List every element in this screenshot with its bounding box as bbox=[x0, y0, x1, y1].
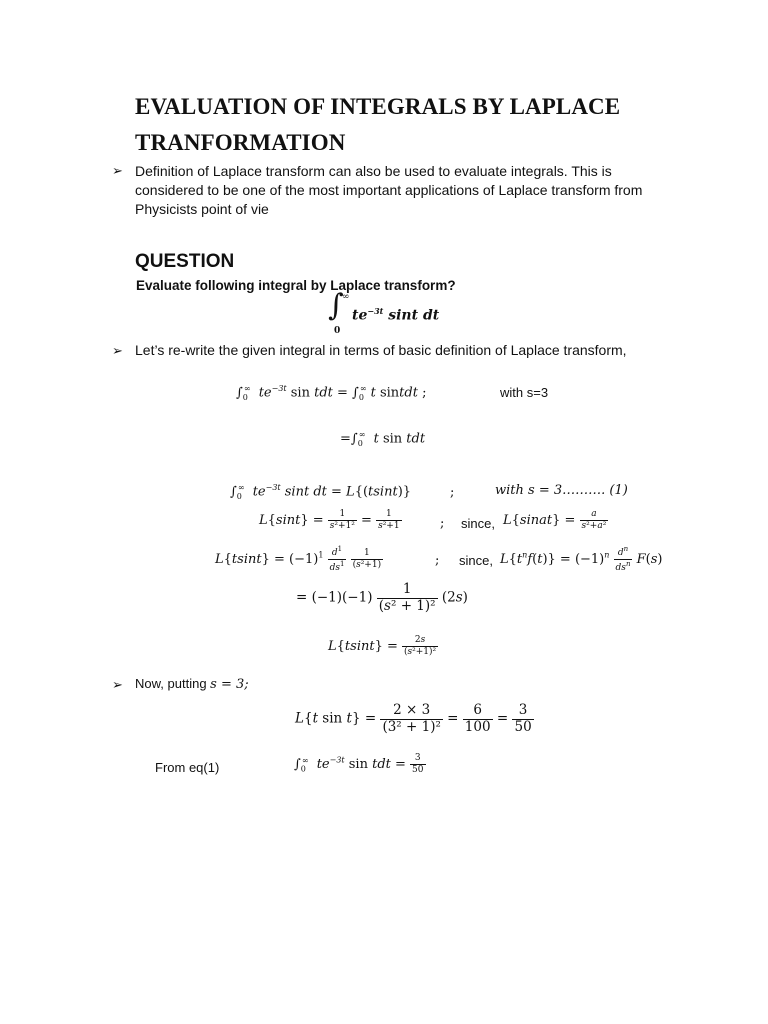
bullet-arrow-icon: ➢ bbox=[112, 343, 123, 358]
equation-1-label: with s = 3………. (1) bbox=[495, 483, 628, 498]
semicolon: ; bbox=[450, 485, 455, 500]
result-denominator: 50 bbox=[412, 765, 424, 775]
integral-sign-icon: ∫ bbox=[328, 288, 344, 323]
document-title-line-1: EVALUATION OF INTEGRALS BY LAPLACE bbox=[135, 94, 621, 119]
document-title-line-2: TRANFORMATION bbox=[135, 130, 346, 155]
putting-expression: s = 3; bbox=[210, 677, 249, 692]
formula-laplace-derivative: $L\{t^nf(t)\} = (-1)^n$ $\frac{d^n}{ds^n}$ F(s) bbox=[500, 545, 663, 573]
equation-laplace-tsint-result: L{tsint} = $\frac{2s}{\text{(s²+1)²}}$ bbox=[328, 635, 437, 657]
equation-substitution: L{t sin t} = $\frac{2 \times 3}{\text{(3² + 1)²}}$ = $\frac{6}{100}$ = $\frac{3}{50}$ bbox=[295, 702, 532, 735]
bullet-arrow-icon: ➢ bbox=[112, 677, 123, 692]
question-integrand: $te^{-3t}$ sint dt bbox=[352, 306, 440, 324]
bullet-arrow-icon: ➢ bbox=[112, 163, 123, 178]
equation-laplace-tsint: $L\{tsint\} = (-1)^1$ $\frac{d^1}{ds^1}$ $\frac{1}{\text{(s²+1)}}$ bbox=[215, 545, 382, 573]
with-s-note: with s=3 bbox=[500, 385, 549, 400]
putting-prefix: Now, putting bbox=[135, 676, 207, 691]
equation-1: $\int_0^\infty$ $te^{-3t}$ sint dt = L{(tsint)} bbox=[230, 483, 412, 501]
equation-laplace-sint: L{sint} = $\frac{1}{\text{s²+1²}}$ = $\frac{1}{\text{s²+1}}$ bbox=[259, 509, 400, 531]
intro-paragraph: Definition of Laplace transform can also be used to evaluate integrals. This is considered to be one of the most important applications of Laplace transform from Physicists point of vie bbox=[135, 163, 643, 217]
since-label: since, bbox=[461, 516, 495, 531]
formula-laplace-sinat: L{sinat} = $\frac{a}{\text{s²+a²}}$ bbox=[503, 509, 607, 531]
equation-rewrite-cont: $=\int_0^\infty$ t sin tdt bbox=[340, 430, 426, 448]
semicolon: ; bbox=[435, 553, 440, 568]
from-eq-label: From eq(1) bbox=[155, 760, 220, 775]
equation-derivative-step: = (−1)(−1) $\frac{1}{\text{(s² + 1)²}}$ (2s) bbox=[296, 581, 468, 614]
putting-line bbox=[135, 676, 249, 692]
question-heading: QUESTION bbox=[135, 251, 235, 272]
question-prompt: Evaluate following integral by Laplace transform? bbox=[136, 278, 456, 293]
since-label: since, bbox=[459, 553, 493, 568]
final-result: $\int_0^\infty$ $te^{-3t}$ sin tdt = $\frac{3}{50}$ bbox=[294, 753, 424, 775]
rewrite-paragraph: Let’s re-write the given integral in terms of basic definition of Laplace transform, bbox=[135, 342, 627, 358]
equation-rewrite: $\int_0^\infty$ $te^{-3t}$ sin tdt = $\int_0^\infty$ t sintdt ; bbox=[236, 384, 427, 402]
semicolon: ; bbox=[440, 516, 445, 531]
result-numerator: 3 bbox=[414, 753, 421, 763]
